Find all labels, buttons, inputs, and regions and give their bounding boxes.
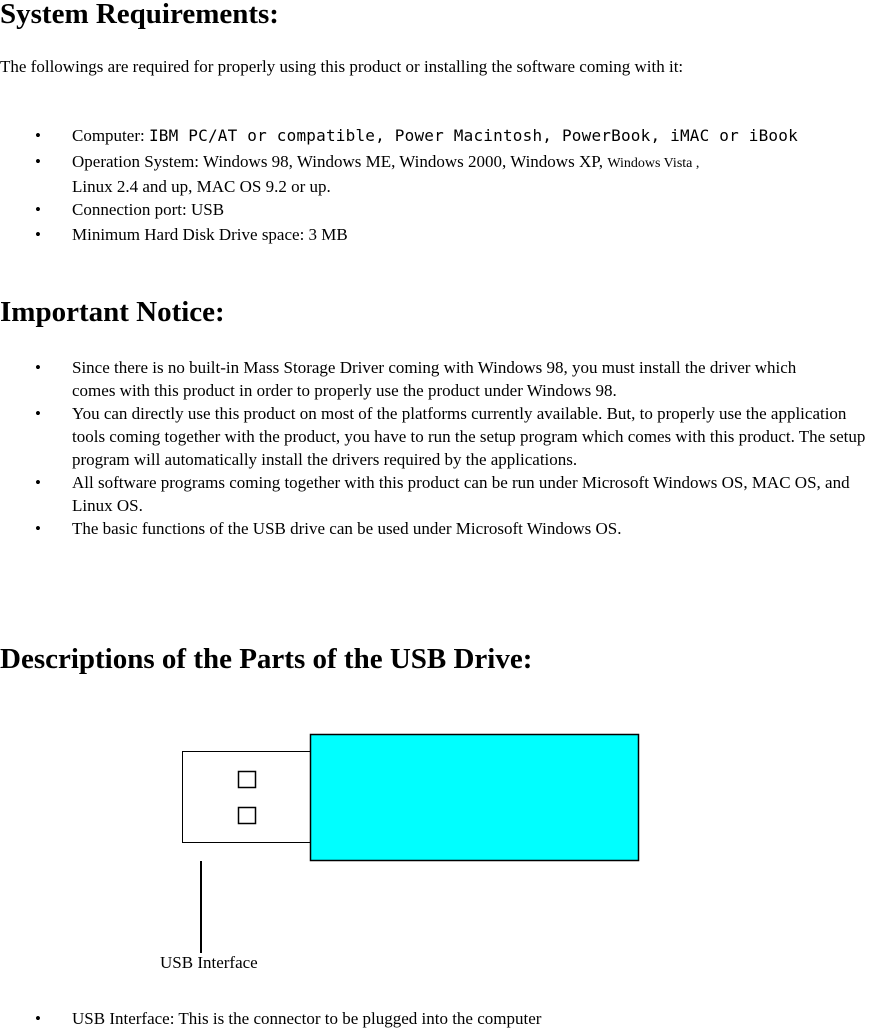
computer-label: Computer: — [72, 126, 145, 145]
bullet-icon: • — [35, 358, 41, 377]
usb-connector — [183, 752, 311, 843]
port-text: Connection port: USB — [72, 200, 225, 219]
bullet-icon: • — [35, 1009, 41, 1028]
disk-text: Minimum Hard Disk Drive space: 3 MB — [72, 225, 348, 244]
important-notice-heading: Important Notice: — [0, 296, 225, 328]
computer-value: IBM PC/AT or compatible, Power Macintosh, PowerBook, iMAC or iBook — [148, 126, 798, 145]
bullet-icon: • — [35, 126, 41, 145]
bullet-icon: • — [35, 200, 41, 219]
bullet-icon: • — [35, 473, 41, 492]
connector-pin-bottom — [239, 808, 256, 824]
notice-text: The basic functions of the USB drive can be used under Microsoft Windows OS. — [72, 519, 622, 538]
connector-pin-top — [239, 772, 256, 788]
usb-drive-body — [311, 735, 639, 861]
system-requirements-intro: The followings are required for properly using this product or installing the software coming with it: — [0, 57, 684, 76]
os-vista-text: Windows Vista , — [607, 156, 700, 171]
notice-text: You can directly use this product on most of the platforms currently available. But, to properly use the application tools coming together with the product, you have to run the setup program which comes with this product. The setup program will automatically install the drivers required by the applications. — [72, 404, 866, 469]
bullet-icon: • — [35, 152, 41, 171]
parts-text: USB Interface: This is the connector to be plugged into the computer — [72, 1009, 542, 1028]
bullet-icon: • — [35, 225, 41, 244]
parts-heading: Descriptions of the Parts of the USB Drive: — [0, 643, 533, 675]
bullet-icon: • — [35, 404, 41, 423]
notice-text: Since there is no built-in Mass Storage Driver coming with Windows 98, you must install the driver which comes with this product in order to properly use the product under Windows 98. — [72, 358, 797, 400]
notice-text: All software programs coming together with this product can be run under Microsoft Windows OS, MAC OS, and Linux OS. — [72, 473, 850, 515]
usb-interface-caption: USB Interface — [160, 953, 258, 972]
os-text-line2: Linux 2.4 and up, MAC OS 9.2 or up. — [72, 177, 331, 196]
os-text: Operation System: Windows 98, Windows ME, Windows 2000, Windows XP, — [72, 152, 604, 171]
system-requirements-heading: System Requirements: — [0, 0, 279, 30]
bullet-icon: • — [35, 519, 41, 538]
